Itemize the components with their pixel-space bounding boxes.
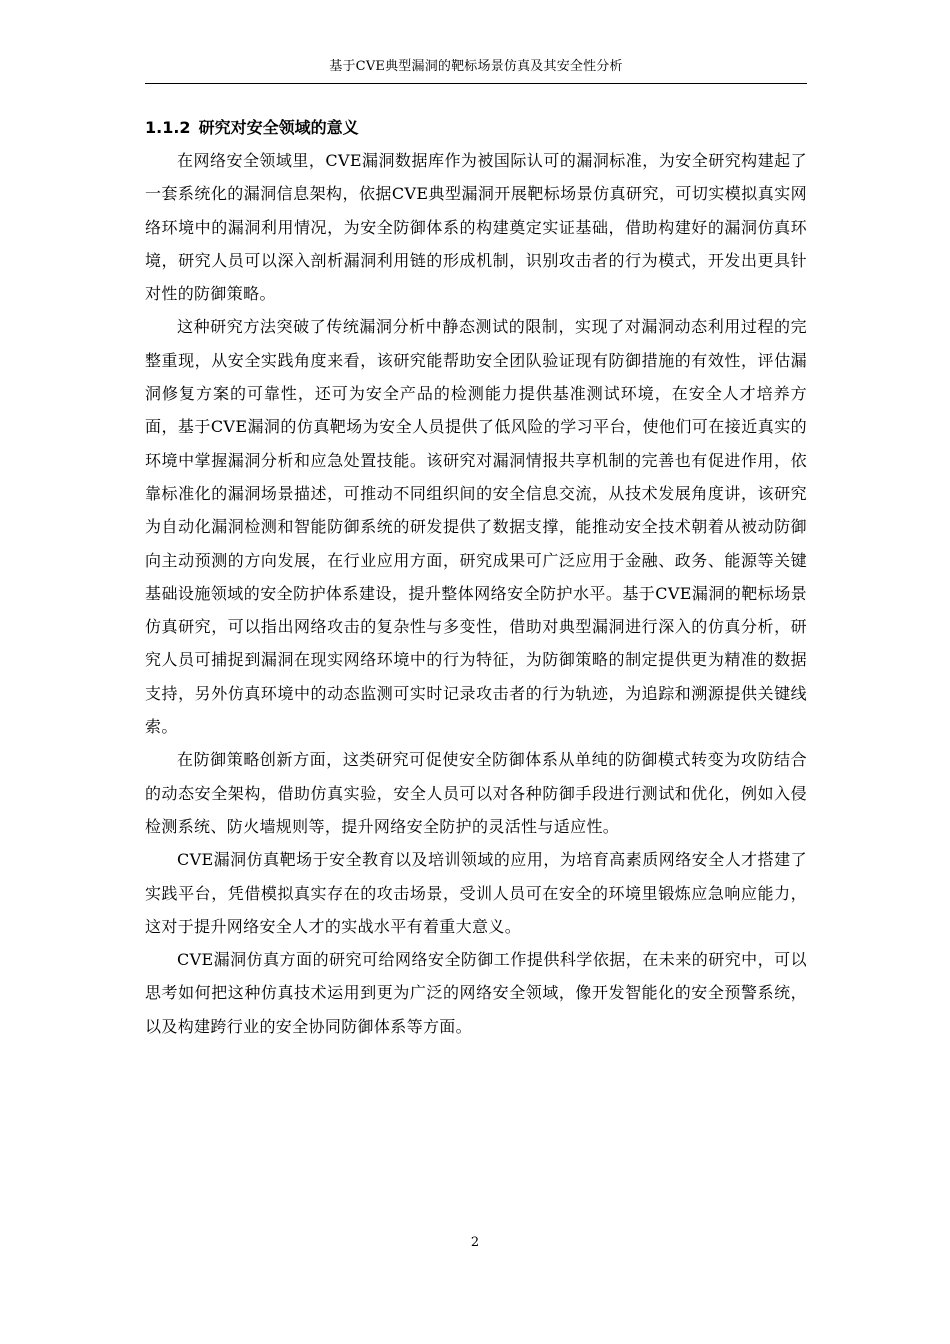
paragraph-1: 在网络安全领域里，CVE漏洞数据库作为被国际认可的漏洞标准，为安全研究构建起了一套系统化的漏洞信息架构，依据CVE典型漏洞开展靶标场景仿真研究，可切实模拟真实网络环境中的漏洞利用情况，为安全防御体系的构建奠定实证基础，借助构建好的漏洞仿真环境，研究人员可以深入剖析漏洞利用链的形成机制，识别攻击者的行为模式，开发出更具针对性的防御策略。 <box>145 151 807 304</box>
document-body <box>145 112 807 1043</box>
paragraph-3: 在防御策略创新方面，这类研究可促使安全防御体系从单纯的防御模式转变为攻防结合的动态安全架构，借助仿真实验，安全人员可以对各种防御手段进行测试和优化，例如入侵检测系统、防火墙规则等，提升网络安全防护的灵活性与适应性。 <box>145 750 807 836</box>
paragraph-5: CVE漏洞仿真方面的研究可给网络安全防御工作提供科学依据，在未来的研究中，可以思考如何把这种仿真技术运用到更为广泛的网络安全领域，像开发智能化的安全预警系统，以及构建跨行业的安全协同防御体系等方面。 <box>145 950 807 1036</box>
section-number: 1.1.2 <box>145 118 191 137</box>
page-header-title: 基于CVE典型漏洞的靶标场景仿真及其安全性分析 <box>329 59 623 74</box>
paragraph-2: 这种研究方法突破了传统漏洞分析中静态测试的限制，实现了对漏洞动态利用过程的完整重现，从安全实践角度来看，该研究能帮助安全团队验证现有防御措施的有效性，评估漏洞修复方案的可靠性，还可为安全产品的检测能力提供基准测试环境，在安全人才培养方面，基于CVE漏洞的仿真靶场为安全人员提供了低风险的学习平台，使他们可在接近真实的环境中掌握漏洞分析和应急处置技能。该研究对漏洞情报共享机制的完善也有促进作用，依靠标准化的漏洞场景描述，可推动不同组织间的安全信息交流，从技术发展角度讲，该研究为自动化漏洞检测和智能防御系统的研发提供了数据支撑，能推动安全技术朝着从被动防御向主动预测的方向发展，在行业应用方面，研究成果可广泛应用于金融、政务、能源等关键基础设施领域的安全防护体系建设，提升整体网络安全防护水平。基于CVE漏洞的靶标场景仿真研究，可以指出网络攻击的复杂性与多变性，借助对典型漏洞进行深入的仿真分析，研究人员可捕捉到漏洞在现实网络环境中的行为特征，为防御策略的制定提供更为精准的数据支持，另外仿真环境中的动态监测可实时记录攻击者的行为轨迹，为追踪和溯源提供关键线索。 <box>145 317 807 737</box>
header-divider <box>145 83 807 84</box>
page-number: 2 <box>470 1235 480 1250</box>
section-title: 研究对安全领域的意义 <box>198 118 359 137</box>
paragraph-4: CVE漏洞仿真靶场于安全教育以及培训领域的应用，为培育高素质网络安全人才搭建了实践平台，凭借模拟真实存在的攻击场景，受训人员可在安全的环境里锻炼应急响应能力，这对于提升网络安全人才的实战水平有着重大意义。 <box>145 850 807 936</box>
section-heading <box>145 112 807 144</box>
